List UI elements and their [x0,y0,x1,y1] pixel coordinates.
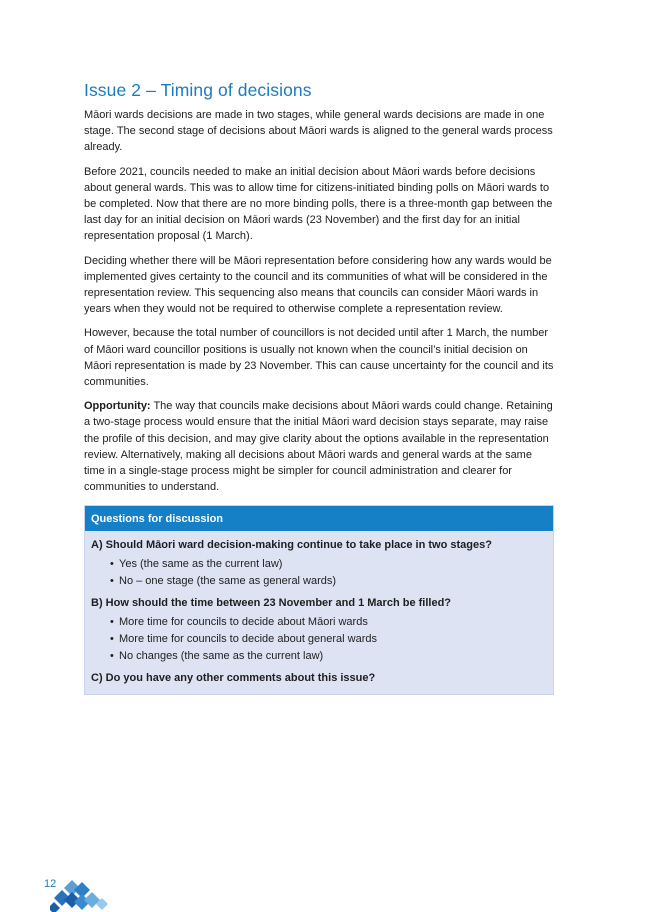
main-content [84,80,554,695]
question-c: C) Do you have any other comments about this issue? [91,672,376,685]
question-b: B) How should the time between 23 November and 1 March be filled? [91,597,452,610]
questions-body [85,531,553,694]
logo-icon [50,880,114,912]
opportunity-paragraph [84,398,554,495]
question-a-options [91,556,547,590]
option-item: • Yes (the same as the current law) [91,556,547,573]
page-number: 12 [44,878,57,890]
option-item: • No changes (the same as the current law) [91,648,547,665]
option-item: • More time for councils to decide about Māori wards [91,614,547,631]
paragraph-4: However, because the total number of councillors is not decided until after 1 March, the number of Māori ward councillor positions is usually not known when the council’s initial decision on Māori representation is made by 23 November. This can cause uncertainty for the council and its communities. [84,327,554,389]
questions-header: Questions for discussion [85,506,553,531]
option-item: • No – one stage (the same as general wards) [91,573,547,590]
paragraph-2: Before 2021, councils needed to make an initial decision about Māori wards before decisions about general wards. This was to allow time for citizens-initiated binding polls on Māori wards to be completed. Now that there are no more binding polls, there is a three-month gap between the last day for an initial decision on Māori wards (23 November) and the first day for an initial representation proposal (1 March). [84,165,553,243]
opportunity-text: The way that councils make decisions about Māori wards could change. Retaining a two-stage process would ensure that the initial Māori ward decision stays separate, may raise the profile of this decision, and may give clarity about the options available in the representation review. Alternatively, making all decisions about Māori wards and general wards at the same time in a single-stage process might be simpler for council administration and clearer for communities to understand. [84,400,553,494]
question-a: A) Should Māori ward decision-making continue to take place in two stages? [91,539,492,552]
section-title: Issue 2 – Timing of decisions [84,80,312,100]
paragraph-3: Deciding whether there will be Māori representation before considering how any wards would be implemented gives certainty to the council and its communities of what will be considered in the representation review. This sequencing also means that councils can consider Māori wards in years when they would not be required to otherwise complete a representation review. [84,254,552,316]
questions-box [84,505,554,695]
option-item: • More time for councils to decide about general wards [91,631,547,648]
question-b-options [91,614,547,665]
opportunity-label: Opportunity: [84,400,151,413]
paragraph-1: Māori wards decisions are made in two stages, while general wards decisions are made in one stage. The second stage of decisions about Māori wards is aligned to the general wards process already. [84,109,553,154]
